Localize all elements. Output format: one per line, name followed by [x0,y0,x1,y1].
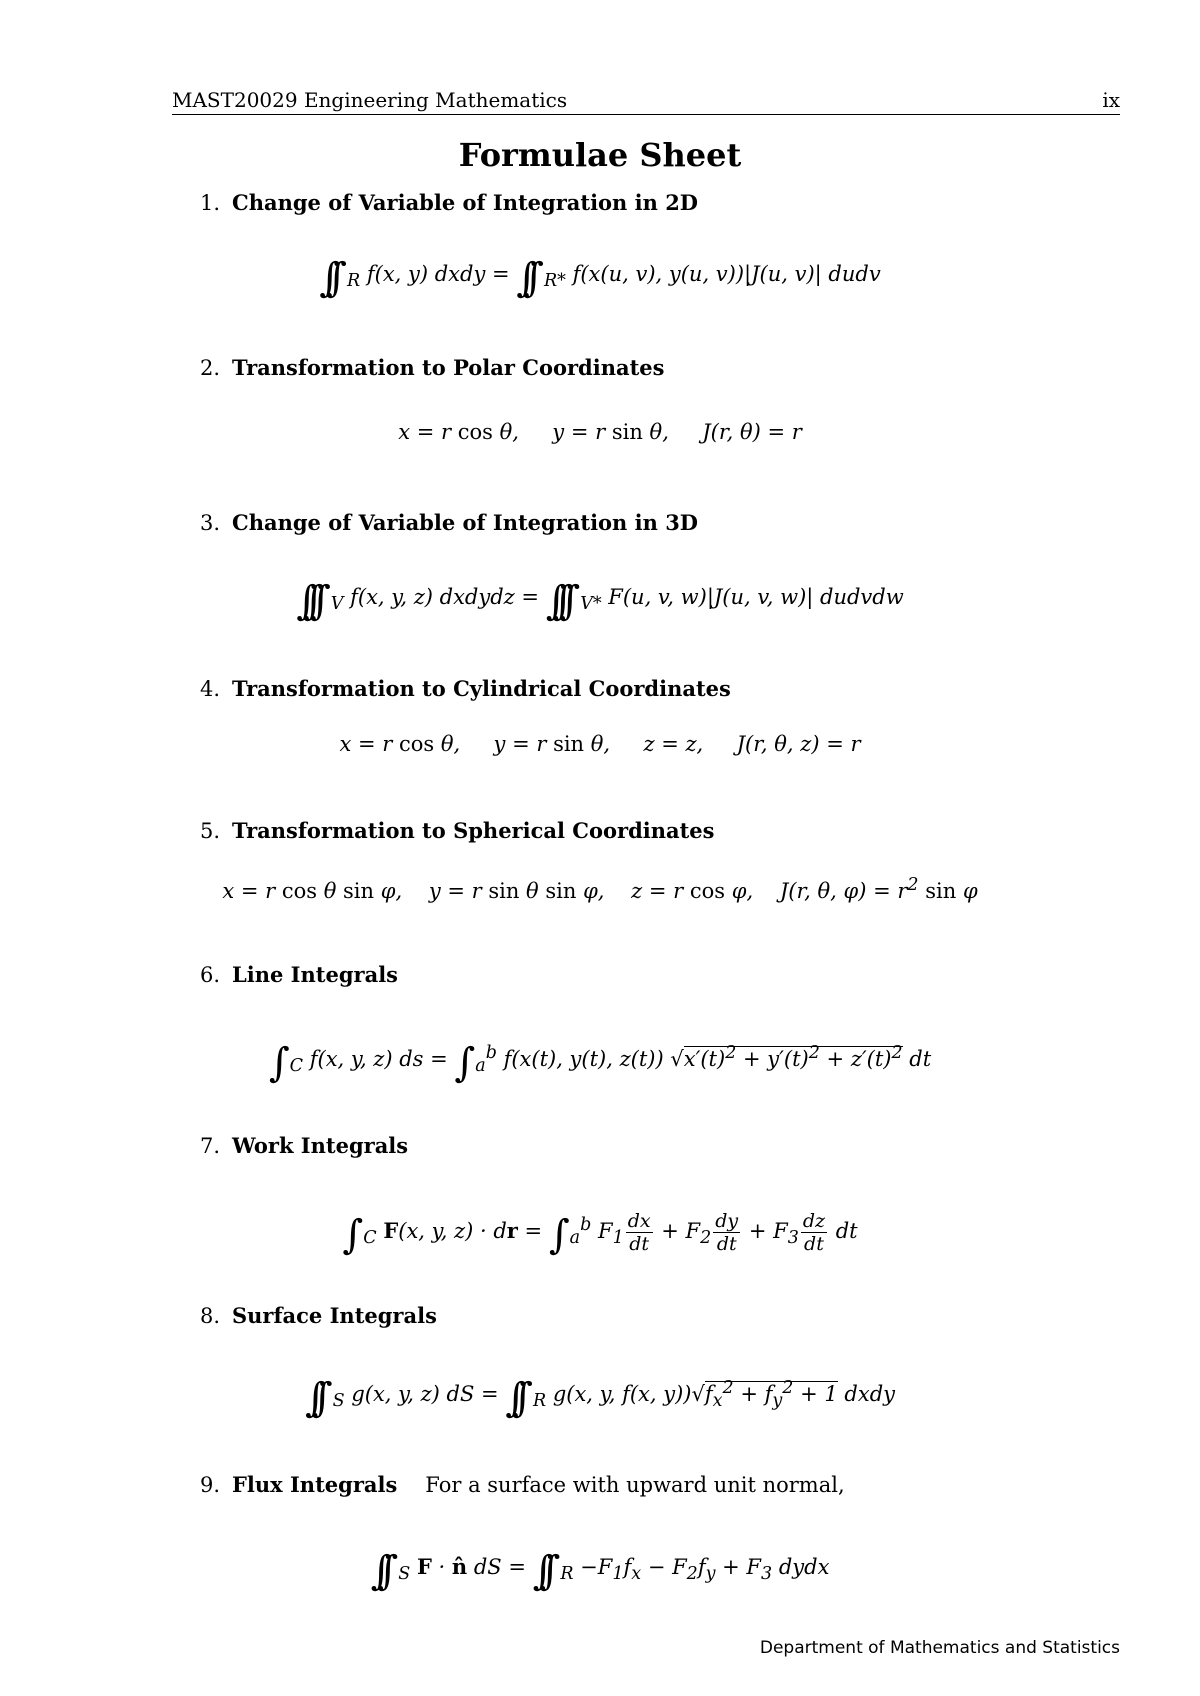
page-footer: Department of Mathematics and Statistics [759,1638,1120,1658]
section-1-heading [200,190,698,215]
section-title: Surface Integrals [232,1303,437,1328]
section-title: Flux Integrals [232,1472,398,1497]
section-title: Transformation to Spherical Coordinates [232,818,715,843]
section-number: 1. [200,191,221,215]
section-number: 4. [200,677,221,701]
section-4-heading [200,676,731,701]
section-title: Transformation to Cylindrical Coordinates [232,676,731,701]
formula-3: ∫∫∫ $_V$ f(x, y, z) dxdydz = ∫∫∫ $_{V*}$ F(u, v, w)|J(u, v, w)| dudvdw [296,578,904,624]
formula-2: x = r cos θ, y = r sin θ, J(r, θ) = r [398,420,802,444]
page-number: ix [1102,88,1120,112]
section-8-heading [200,1303,437,1328]
section-title: Transformation to Polar Coordinates [232,355,665,380]
section-2-heading [200,355,664,380]
section-9-heading [200,1472,845,1497]
formula-5: x = r cos θ sin φ, y = r sin θ sin φ, z = r cos φ, J(r, θ, $\varphi) = r^2$ sin φ [222,875,978,903]
formula-8: ∫∫ $_S$ g(x, y, z) dS = ∫∫ $_R$ g(x, y, f(x, $y))√f_x^2 + f_y^2 + 1$ dxdy [304,1375,896,1421]
section-7-heading [200,1133,408,1158]
formula-1: ∫∫ $_R$ f(x, y) dxdy = ∫∫ $_{R*}$ f(x(u, v), y(u, v))|J(u, v)| dudv [319,255,881,301]
page-title: Formulae Sheet [458,136,742,174]
section-title: Work Integrals [232,1133,409,1158]
page-header [172,84,1120,115]
section-number: 2. [200,356,221,380]
section-number: 8. [200,1304,221,1328]
section-number: 7. [200,1134,221,1158]
section-number: 9. [200,1473,221,1497]
section-number: 6. [200,963,221,987]
formula-6: ∫ $_C$ f(x, y, z) ds = ∫ $_a^b$ f(x(t), y(t), z(t)) $√x'(t)^2 + y'(t)^2 + z'(t)^2$ dt [268,1040,932,1086]
section-6-heading [200,962,398,987]
formula-7: ∫ $_C$ F(x, y, z) · dr = ∫ $_a^b$ $F_1$ $\frac{dx}{dt}$ + $F_2$ $\frac{dy}{dt}$ + $F_3$ $\frac{dz}{dt}$ dt [342,1210,858,1258]
formula-9: ∫∫ $_S$ F · n̂ dS = ∫∫ $_R -F_1f_x - F_2f_y + F_3$ dydx [370,1548,830,1594]
course-title: MAST20029 Engineering Mathematics [172,88,568,112]
formula-4: x = r cos θ, y = r sin θ, z = z, J(r, θ, z) = r [339,732,861,756]
section-title: Change of Variable of Integration in 2D [232,190,699,215]
section-number: 5. [200,819,221,843]
section-title: Line Integrals [232,962,398,987]
section-title: Change of Variable of Integration in 3D [232,510,699,535]
section-number: 3. [200,511,221,535]
section-5-heading [200,818,715,843]
section-note: For a surface with upward unit normal, [425,1473,845,1497]
section-3-heading [200,510,698,535]
